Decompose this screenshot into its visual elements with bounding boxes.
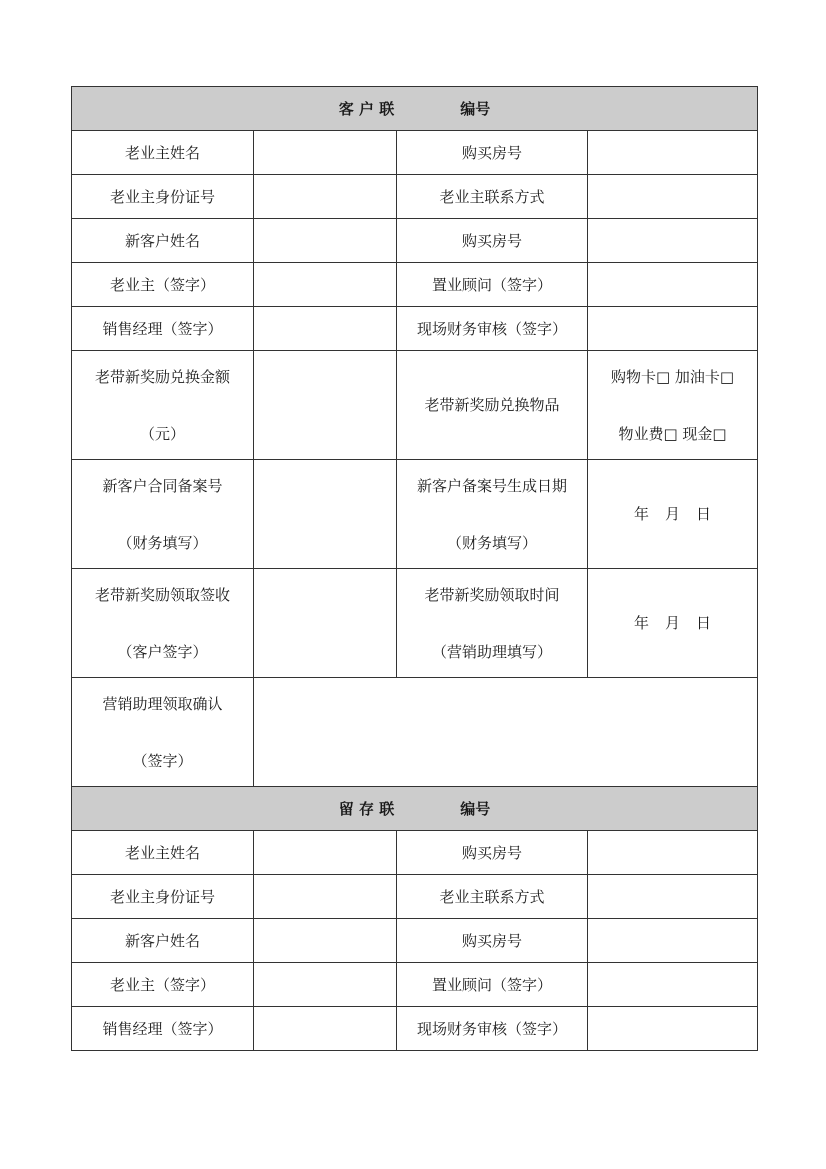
label-filing-date-line1: 新客户备案号生成日期 (416, 477, 567, 495)
table-row (72, 569, 758, 678)
date-month-label: 月 (665, 614, 681, 632)
field-sales-manager-signature[interactable] (254, 1007, 397, 1051)
field-reward-amount[interactable] (254, 351, 397, 460)
table-row (72, 219, 758, 263)
label-reward-receipt-time (397, 569, 588, 678)
field-old-owner-signature[interactable] (254, 263, 397, 307)
label-old-owner-name: 老业主姓名 (72, 831, 254, 875)
label-new-room-number: 购买房号 (397, 919, 588, 963)
field-room-number[interactable] (588, 831, 758, 875)
reward-options-line1[interactable]: 购物卡□ 加油卡□ (610, 368, 735, 386)
label-room-number: 购买房号 (397, 831, 588, 875)
field-sales-manager-signature[interactable] (254, 307, 397, 351)
retained-copy-header (72, 787, 758, 831)
label-contract-filing-line1: 新客户合同备案号 (102, 477, 223, 495)
label-reward-receipt-signature (72, 569, 254, 678)
label-reward-time-line2: （营销助理填写） (431, 643, 552, 661)
field-new-room-number[interactable] (588, 219, 758, 263)
label-reward-time-line1: 老带新奖励领取时间 (424, 586, 560, 604)
label-reward-amount-line1: 老带新奖励兑换金额 (94, 368, 230, 386)
referral-reward-form (71, 86, 758, 1051)
date-month-label: 月 (665, 505, 681, 523)
label-consultant-signature: 置业顾问（签字） (397, 963, 588, 1007)
label-sales-manager-signature: 销售经理（签字） (72, 307, 254, 351)
field-old-owner-contact[interactable] (588, 875, 758, 919)
field-consultant-signature[interactable] (588, 263, 758, 307)
table-row (72, 351, 758, 460)
field-old-owner-id[interactable] (254, 875, 397, 919)
table-row (72, 307, 758, 351)
label-old-owner-id: 老业主身份证号 (72, 175, 254, 219)
label-filing-date-line2: （财务填写） (446, 534, 537, 552)
label-room-number: 购买房号 (397, 131, 588, 175)
table-row (72, 875, 758, 919)
field-assistant-confirmation[interactable] (254, 678, 758, 787)
label-reward-receipt-line1: 老带新奖励领取签收 (94, 586, 230, 604)
table-row (72, 175, 758, 219)
date-day-label: 日 (696, 505, 712, 523)
label-old-owner-name: 老业主姓名 (72, 131, 254, 175)
label-sales-manager-signature: 销售经理（签字） (72, 1007, 254, 1051)
label-reward-receipt-line2: （客户签字） (117, 643, 208, 661)
table-row (72, 678, 758, 787)
table-row (72, 131, 758, 175)
label-new-customer-name: 新客户姓名 (72, 919, 254, 963)
label-consultant-signature: 置业顾问（签字） (397, 263, 588, 307)
label-old-owner-signature: 老业主（签字） (72, 263, 254, 307)
label-reward-item: 老带新奖励兑换物品 (397, 351, 588, 460)
label-assistant-confirm-line2: （签字） (132, 752, 193, 770)
label-assistant-confirmation (72, 678, 254, 787)
table-row (72, 919, 758, 963)
label-old-owner-contact: 老业主联系方式 (397, 875, 588, 919)
field-old-owner-contact[interactable] (588, 175, 758, 219)
table-row (72, 460, 758, 569)
label-new-customer-name: 新客户姓名 (72, 219, 254, 263)
field-consultant-signature[interactable] (588, 963, 758, 1007)
field-new-room-number[interactable] (588, 919, 758, 963)
field-finance-audit-signature[interactable] (588, 1007, 758, 1051)
table-row (72, 831, 758, 875)
label-old-owner-contact: 老业主联系方式 (397, 175, 588, 219)
customer-copy-title: 客 户 联 (338, 99, 395, 118)
label-finance-audit-signature: 现场财务审核（签字） (397, 1007, 588, 1051)
reward-item-options[interactable] (588, 351, 758, 460)
label-finance-audit-signature: 现场财务审核（签字） (397, 307, 588, 351)
field-room-number[interactable] (588, 131, 758, 175)
label-assistant-confirm-line1: 营销助理领取确认 (102, 695, 223, 713)
customer-copy-header-row (72, 87, 758, 131)
label-reward-amount-line2: （元） (139, 425, 185, 443)
reward-options-line2[interactable]: 物业费□ 现金□ (618, 425, 727, 443)
date-year-label: 年 (633, 614, 649, 632)
field-finance-audit-signature[interactable] (588, 307, 758, 351)
retained-copy-header-row (72, 787, 758, 831)
field-old-owner-id[interactable] (254, 175, 397, 219)
date-year-label: 年 (633, 505, 649, 523)
customer-copy-number-label: 编号 (460, 99, 491, 118)
field-contract-filing-number[interactable] (254, 460, 397, 569)
retained-copy-title: 留 存 联 (338, 799, 395, 818)
date-day-label: 日 (696, 614, 712, 632)
label-old-owner-id: 老业主身份证号 (72, 875, 254, 919)
label-reward-amount (72, 351, 254, 460)
field-old-owner-signature[interactable] (254, 963, 397, 1007)
table-row (72, 263, 758, 307)
field-new-customer-name[interactable] (254, 919, 397, 963)
field-new-customer-name[interactable] (254, 219, 397, 263)
label-old-owner-signature: 老业主（签字） (72, 963, 254, 1007)
field-reward-receipt-signature[interactable] (254, 569, 397, 678)
field-reward-receipt-time[interactable] (588, 569, 758, 678)
label-contract-filing-line2: （财务填写） (117, 534, 208, 552)
table-row (72, 963, 758, 1007)
retained-copy-number-label: 编号 (460, 799, 491, 818)
field-filing-date[interactable] (588, 460, 758, 569)
label-filing-date (397, 460, 588, 569)
field-old-owner-name[interactable] (254, 831, 397, 875)
label-new-room-number: 购买房号 (397, 219, 588, 263)
table-row (72, 1007, 758, 1051)
label-contract-filing-number (72, 460, 254, 569)
field-old-owner-name[interactable] (254, 131, 397, 175)
customer-copy-header (72, 87, 758, 131)
